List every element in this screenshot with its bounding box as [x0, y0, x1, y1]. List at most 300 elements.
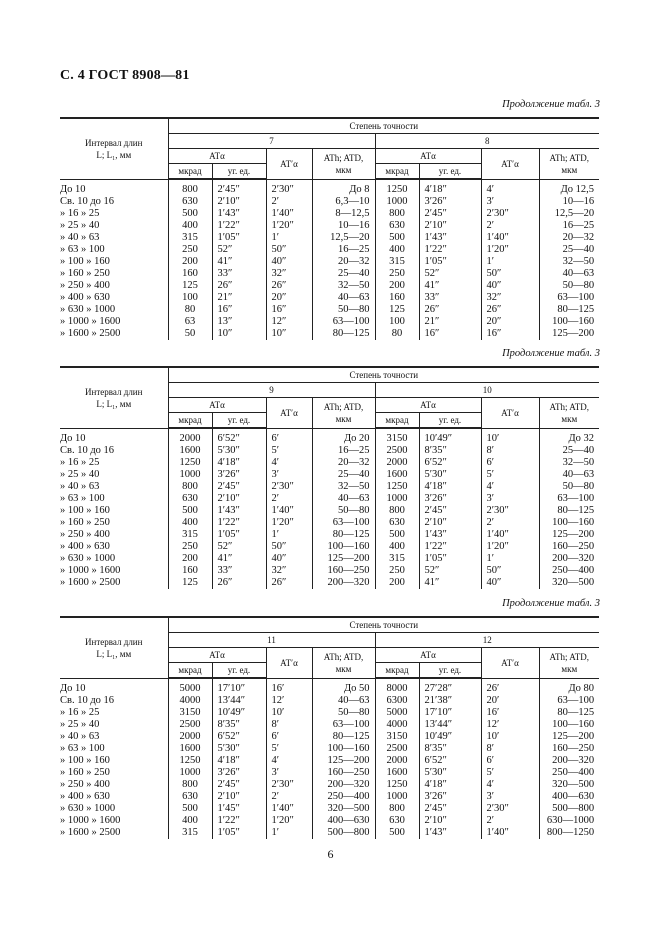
- table-cell: 4000: [375, 719, 419, 731]
- table-cell: 26″: [419, 304, 481, 316]
- table-cell: 10″: [266, 328, 312, 340]
- table-cell: 2′30″: [266, 481, 312, 493]
- at-h-d-header: [539, 648, 599, 679]
- table-cell: 500: [168, 803, 212, 815]
- table-cell: 8—12,5: [312, 208, 375, 220]
- table-cell: 52″: [419, 565, 481, 577]
- table-cell: 400: [375, 244, 419, 256]
- table-row: [60, 577, 599, 589]
- table-cell: 1′: [481, 553, 539, 565]
- table-cell: 80—125: [312, 328, 375, 340]
- table-cell: » 160 » 250: [60, 268, 110, 279]
- page-number: 6: [327, 847, 334, 861]
- table-cell: » 400 » 630: [60, 292, 110, 303]
- at-h-d-label: ATh; ATD,: [549, 152, 590, 163]
- mkrad-header: мкрад: [168, 663, 212, 679]
- table-cell: 1′: [266, 827, 312, 839]
- table-cell: 80: [168, 304, 212, 316]
- table-cell: 1000: [375, 791, 419, 803]
- table-cell: 63—100: [312, 719, 375, 731]
- table-cell: 4′: [481, 481, 539, 493]
- table-cell: 2′: [481, 220, 539, 232]
- table-cell: 320—500: [312, 803, 375, 815]
- at-prime-alpha-header: AT′α: [266, 149, 312, 180]
- table-cell: 3′26″: [419, 493, 481, 505]
- table-cell: 3′26″: [212, 767, 266, 779]
- table-cell: 33″: [419, 292, 481, 304]
- table-cell: 63—100: [539, 493, 599, 505]
- table-cell: 100—160: [539, 316, 599, 328]
- table-cell: 2500: [375, 743, 419, 755]
- table-cell: 25—40: [539, 244, 599, 256]
- table-cell: » 1000 » 1600: [60, 316, 121, 327]
- ug-ed-header: уг. ед.: [212, 663, 266, 679]
- table-cell: 10—16: [312, 220, 375, 232]
- table-cell: 50—80: [312, 304, 375, 316]
- table-cell: 3150: [168, 707, 212, 719]
- table-cell: 1′40″: [481, 529, 539, 541]
- table-cell: 2′: [266, 791, 312, 803]
- table-cell: 63—100: [312, 316, 375, 328]
- table-cell: 1′43″: [419, 232, 481, 244]
- interval-header-line1: Интервал длин: [85, 137, 143, 148]
- table-cell: До 10: [60, 682, 86, 694]
- table-cell: 160—250: [539, 541, 599, 553]
- table-cell: 16′: [481, 707, 539, 719]
- table-cell: 1′40″: [266, 208, 312, 220]
- table-cell: 2′30″: [266, 779, 312, 791]
- table-row: [60, 779, 599, 791]
- table-cell: 52″: [212, 244, 266, 256]
- table-cell: 400: [375, 541, 419, 553]
- table-cell: 10′49″: [419, 428, 481, 445]
- table-cell: 50″: [481, 268, 539, 280]
- table-cell: 500: [168, 505, 212, 517]
- table-cell: 17′10″: [419, 707, 481, 719]
- table-cell: 3′: [481, 493, 539, 505]
- table-cell: 10′: [481, 428, 539, 445]
- table-cell: 1250: [375, 481, 419, 493]
- table-cell: 2′10″: [212, 791, 266, 803]
- at-prime-alpha-header: AT′α: [481, 398, 539, 429]
- table-cell: 2′10″: [212, 196, 266, 208]
- table-cell: 1′: [481, 256, 539, 268]
- table-cell: 2′: [266, 196, 312, 208]
- table-cell: 6′52″: [419, 755, 481, 767]
- table-cell: 6300: [375, 695, 419, 707]
- table-cell: 500: [375, 529, 419, 541]
- continuation-label: Продолжение табл. 3: [502, 99, 600, 110]
- table-cell: 1′40″: [266, 505, 312, 517]
- table-cell: 315: [375, 553, 419, 565]
- table-row: [60, 517, 599, 529]
- table-cell: До 10: [60, 432, 86, 444]
- ug-ed-header: уг. ед.: [212, 164, 266, 180]
- table-cell: 1′20″: [266, 220, 312, 232]
- table-cell: » 16 » 25: [60, 457, 100, 468]
- table-cell: 2′10″: [419, 220, 481, 232]
- table-cell: 250—400: [539, 565, 599, 577]
- table-cell: 200: [168, 553, 212, 565]
- table-cell: Св. 10 до 16: [60, 196, 115, 207]
- table-cell: 50″: [266, 244, 312, 256]
- table-cell: 320—500: [539, 577, 599, 589]
- continuation-label: Продолжение табл. 3: [502, 348, 600, 359]
- grade-right-header: 8: [375, 134, 599, 149]
- table-cell: 5′: [266, 743, 312, 755]
- table-cell: 1′22″: [212, 815, 266, 827]
- ug-ed-header: уг. ед.: [419, 413, 481, 429]
- table-cell: До 10: [60, 183, 86, 195]
- table-cell: 630: [168, 791, 212, 803]
- table-cell: » 1000 » 1600: [60, 815, 121, 826]
- table-cell: 1000: [375, 196, 419, 208]
- table-cell: 27′28″: [419, 678, 481, 695]
- table-cell: 6′: [481, 755, 539, 767]
- table-cell: 250—400: [312, 791, 375, 803]
- table-cell: 200: [375, 577, 419, 589]
- table-cell: 6′: [266, 428, 312, 445]
- table-cell: 26″: [266, 280, 312, 292]
- table-cell: 40—63: [539, 469, 599, 481]
- table-cell: » 250 » 400: [60, 280, 110, 291]
- table-cell: 1′22″: [419, 541, 481, 553]
- at-alpha-header: ATα: [168, 149, 266, 164]
- ug-ed-header: уг. ед.: [212, 413, 266, 429]
- table-cell: 2′45″: [419, 208, 481, 220]
- mkm-label: мкм: [561, 413, 578, 424]
- table-row: [60, 695, 599, 707]
- table-row: [60, 553, 599, 565]
- table-cell: 12″: [266, 316, 312, 328]
- table-cell: 100—160: [539, 719, 599, 731]
- at-h-d-header: [312, 149, 375, 180]
- table-cell: 20—32: [539, 232, 599, 244]
- table-cell: 6′52″: [419, 457, 481, 469]
- table-cell: » 1000 » 1600: [60, 565, 121, 576]
- table-cell: 5000: [168, 678, 212, 695]
- table-cell: 32—50: [539, 256, 599, 268]
- table-cell: 80—125: [312, 731, 375, 743]
- table-cell: До 12,5: [539, 179, 599, 196]
- interval-header: [60, 118, 168, 179]
- table-cell: 500: [375, 827, 419, 839]
- table-cell: 16—25: [312, 445, 375, 457]
- table-row: [60, 469, 599, 481]
- table-cell: 1000: [168, 469, 212, 481]
- table-cell: 2′30″: [481, 208, 539, 220]
- table-cell: 1′05″: [212, 827, 266, 839]
- table-cell: 10′: [266, 707, 312, 719]
- table-row: [60, 827, 599, 839]
- table-row: [60, 731, 599, 743]
- table-cell: 100: [168, 292, 212, 304]
- table-block: [60, 117, 599, 340]
- table-cell: 500: [168, 208, 212, 220]
- table-cell: 2′45″: [212, 779, 266, 791]
- table-cell: 6′52″: [212, 731, 266, 743]
- table-row: [60, 755, 599, 767]
- grade-left-header: 9: [168, 383, 375, 398]
- table-cell: 40—63: [539, 268, 599, 280]
- mkrad-header: мкрад: [168, 164, 212, 180]
- table-cell: 1250: [375, 779, 419, 791]
- table-cell: 400: [168, 815, 212, 827]
- at-prime-alpha-header: AT′α: [481, 648, 539, 679]
- table-cell: 2′: [481, 517, 539, 529]
- table-cell: 500—800: [312, 827, 375, 839]
- interval-header-line1: Интервал длин: [85, 386, 143, 397]
- table-cell: 50″: [481, 565, 539, 577]
- table-cell: 33″: [212, 565, 266, 577]
- table-cell: 2′: [266, 493, 312, 505]
- continuation-label: Продолжение табл. 3: [502, 598, 600, 609]
- table-cell: 4′18″: [419, 481, 481, 493]
- table-cell: 63—100: [312, 517, 375, 529]
- table-cell: 3′: [266, 469, 312, 481]
- table-cell: 1′: [266, 529, 312, 541]
- table-cell: 630: [375, 220, 419, 232]
- table-row: [60, 719, 599, 731]
- table-cell: 200—320: [312, 779, 375, 791]
- table-cell: 630: [168, 196, 212, 208]
- table-cell: 32″: [266, 268, 312, 280]
- table-row: [60, 815, 599, 827]
- table-row: [60, 268, 599, 280]
- table-cell: 1′05″: [212, 232, 266, 244]
- table-cell: 315: [168, 529, 212, 541]
- table-cell: 125—200: [312, 553, 375, 565]
- table-cell: 1600: [168, 743, 212, 755]
- table-cell: До 32: [539, 428, 599, 445]
- at-alpha-header: ATα: [168, 398, 266, 413]
- ug-ed-header: уг. ед.: [419, 164, 481, 180]
- ug-ed-header: уг. ед.: [419, 663, 481, 679]
- table-cell: 26′: [481, 678, 539, 695]
- table-cell: 8′: [266, 719, 312, 731]
- table-cell: 160: [168, 268, 212, 280]
- table-cell: 13′44″: [419, 719, 481, 731]
- table-cell: 5′30″: [419, 767, 481, 779]
- table-cell: 100—160: [539, 517, 599, 529]
- table-row: [60, 244, 599, 256]
- table-cell: 40″: [266, 256, 312, 268]
- table-cell: 1′43″: [419, 827, 481, 839]
- table-cell: 8′35″: [419, 743, 481, 755]
- table-cell: 32—50: [312, 280, 375, 292]
- at-alpha-header: ATα: [375, 648, 481, 663]
- table-cell: 100—160: [312, 541, 375, 553]
- table-cell: 200—320: [312, 577, 375, 589]
- table-cell: 4′: [481, 779, 539, 791]
- table-cell: 3′26″: [419, 196, 481, 208]
- table-cell: 12′: [266, 695, 312, 707]
- table-cell: 32″: [481, 292, 539, 304]
- at-prime-alpha-header: AT′α: [266, 398, 312, 429]
- table-cell: 5′30″: [212, 743, 266, 755]
- table-cell: 3′: [481, 791, 539, 803]
- interval-header: [60, 617, 168, 678]
- table-cell: 20—32: [312, 256, 375, 268]
- at-h-d-label: ATh; ATD,: [323, 401, 364, 412]
- table-cell: 3150: [375, 428, 419, 445]
- table-cell: 16′: [266, 678, 312, 695]
- table-cell: До 8: [312, 179, 375, 196]
- table-cell: 50: [168, 328, 212, 340]
- table-cell: 4000: [168, 695, 212, 707]
- table-cell: » 16 » 25: [60, 208, 100, 219]
- table-cell: » 40 » 63: [60, 731, 100, 742]
- table-cell: 5′: [481, 767, 539, 779]
- table-cell: 4′: [481, 179, 539, 196]
- table-cell: 1′20″: [266, 815, 312, 827]
- at-h-d-header: [539, 398, 599, 429]
- table-cell: Св. 10 до 16: [60, 695, 115, 706]
- table-cell: 2′10″: [419, 517, 481, 529]
- table-cell: 21″: [419, 316, 481, 328]
- table-row: [60, 707, 599, 719]
- table-cell: 1′05″: [419, 256, 481, 268]
- table-cell: 5′: [266, 445, 312, 457]
- table-cell: 8000: [375, 678, 419, 695]
- table-cell: 2′30″: [481, 505, 539, 517]
- table-cell: 41″: [212, 256, 266, 268]
- mkrad-header: мкрад: [375, 164, 419, 180]
- table-cell: 2000: [168, 428, 212, 445]
- table-cell: 125—200: [539, 328, 599, 340]
- table-cell: 3′26″: [212, 469, 266, 481]
- table-cell: 16″: [266, 304, 312, 316]
- table-cell: 12,5—20: [539, 208, 599, 220]
- table-cell: 1′05″: [419, 553, 481, 565]
- table-cell: 80—125: [539, 505, 599, 517]
- table-cell: 400—630: [312, 815, 375, 827]
- interval-header: [60, 367, 168, 428]
- table-cell: 250: [168, 541, 212, 553]
- at-h-d-header: [312, 648, 375, 679]
- table-row: [60, 767, 599, 779]
- table-cell: 8′35″: [212, 719, 266, 731]
- table-cell: 6′52″: [212, 428, 266, 445]
- table-cell: 2′45″: [419, 505, 481, 517]
- table-cell: » 100 » 160: [60, 256, 110, 267]
- at-prime-alpha-header: AT′α: [266, 648, 312, 679]
- table-cell: 20″: [266, 292, 312, 304]
- table-cell: » 1600 » 2500: [60, 577, 121, 588]
- table-cell: 1′05″: [212, 529, 266, 541]
- table-row: [60, 280, 599, 292]
- table-cell: 500—800: [539, 803, 599, 815]
- table-cell: 2000: [168, 731, 212, 743]
- table-cell: 50—80: [312, 707, 375, 719]
- table-cell: 6′: [266, 731, 312, 743]
- table-cell: 40″: [266, 553, 312, 565]
- table-cell: 200: [375, 280, 419, 292]
- table-cell: 400: [168, 517, 212, 529]
- table-cell: 12′: [481, 719, 539, 731]
- table-cell: 41″: [419, 577, 481, 589]
- table-cell: 10—16: [539, 196, 599, 208]
- table-cell: » 630 » 1000: [60, 553, 116, 564]
- table-cell: 2000: [375, 755, 419, 767]
- table-cell: 40—63: [312, 292, 375, 304]
- table-cell: 100: [375, 316, 419, 328]
- table-cell: 1600: [375, 469, 419, 481]
- table-row: [60, 179, 599, 196]
- table-cell: 125: [168, 577, 212, 589]
- table-cell: » 40 » 63: [60, 481, 100, 492]
- table-row: [60, 493, 599, 505]
- table-cell: » 160 » 250: [60, 517, 110, 528]
- interval-header-line2: L; L₁, мм: [96, 648, 132, 659]
- table-cell: 80: [375, 328, 419, 340]
- table-block: [60, 366, 599, 589]
- table-cell: 1′22″: [212, 517, 266, 529]
- table-cell: 16—25: [539, 220, 599, 232]
- table-cell: 800: [168, 481, 212, 493]
- table-cell: 1′: [266, 232, 312, 244]
- table-cell: 1250: [375, 179, 419, 196]
- at-h-d-header: [312, 398, 375, 429]
- table-cell: 2′30″: [481, 803, 539, 815]
- table-cell: 10″: [212, 328, 266, 340]
- table-cell: 20″: [481, 316, 539, 328]
- table-cell: 125: [375, 304, 419, 316]
- table-cell: 10′49″: [212, 707, 266, 719]
- precision-header: Степень точности: [168, 367, 599, 383]
- table-cell: 400: [168, 220, 212, 232]
- table-cell: 5000: [375, 707, 419, 719]
- table-cell: 13′44″: [212, 695, 266, 707]
- table-cell: » 63 » 100: [60, 244, 105, 255]
- table-cell: 6,3—10: [312, 196, 375, 208]
- table-cell: 100—160: [312, 743, 375, 755]
- table-cell: 40″: [481, 280, 539, 292]
- table-cell: 25—40: [312, 268, 375, 280]
- table-cell: 800: [168, 779, 212, 791]
- table-row: [60, 445, 599, 457]
- table-cell: 3′: [266, 767, 312, 779]
- table-row: [60, 565, 599, 577]
- table-block: [60, 616, 599, 839]
- table-row: [60, 256, 599, 268]
- table-cell: 4′18″: [419, 179, 481, 196]
- table-row: [60, 541, 599, 553]
- table-cell: 4′18″: [212, 457, 266, 469]
- table-cell: 800: [168, 179, 212, 196]
- table-cell: 200—320: [539, 755, 599, 767]
- table-cell: 630: [375, 815, 419, 827]
- table-cell: 1′20″: [266, 517, 312, 529]
- table-cell: 4′18″: [419, 779, 481, 791]
- table-cell: 33″: [212, 268, 266, 280]
- table-cell: 32—50: [539, 457, 599, 469]
- table-cell: 250: [168, 244, 212, 256]
- table-cell: 20—32: [312, 457, 375, 469]
- table-cell: 16″: [419, 328, 481, 340]
- table-cell: 1′22″: [419, 244, 481, 256]
- table-cell: 315: [168, 232, 212, 244]
- at-h-d-header: [539, 149, 599, 180]
- table-cell: 52″: [419, 268, 481, 280]
- table-cell: 20′: [481, 695, 539, 707]
- table-row: [60, 505, 599, 517]
- table-cell: 41″: [419, 280, 481, 292]
- at-alpha-header: ATα: [375, 149, 481, 164]
- grade-left-header: 11: [168, 633, 375, 648]
- table-cell: 16—25: [312, 244, 375, 256]
- table-cell: 4′: [266, 457, 312, 469]
